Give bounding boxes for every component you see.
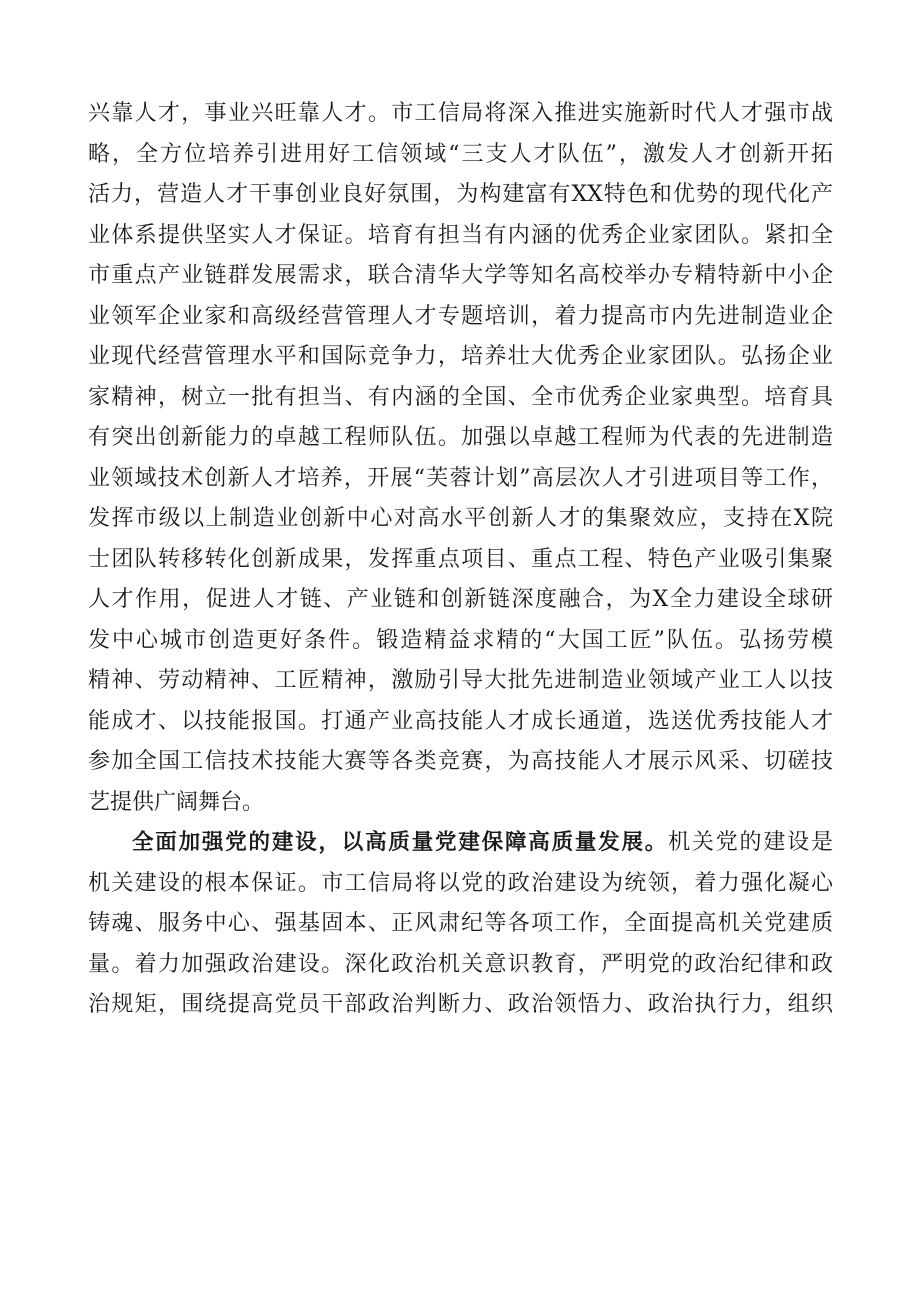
text-line: 市重点产业链群发展需求，联合清华大学等知名高校举办专精特新中小企 xyxy=(88,263,833,288)
text-line: 精神、劳动精神、工匠精神，激励引导大批先进制造业领域产业工人以技 xyxy=(88,668,833,693)
text-line: 机关建设的根本保证。市工信局将以党的政治建设为统领，着力强化凝心 xyxy=(88,870,833,896)
text-line: 略，全方位培养引进用好工信领域“三支人才队伍”，激发人才创新开拓 xyxy=(88,141,833,167)
text-line: 参加全国工信技术技能大赛等各类竞赛，为高技能人才展示风采、切磋技 xyxy=(88,749,833,774)
text-line: 兴靠人才，事业兴旺靠人才。市工信局将深入推进实施新时代人才强市战 xyxy=(88,101,833,126)
text-line: 铸魂、服务中心、强基固本、正风肃纪等各项工作，全面提高机关党建质 xyxy=(88,911,833,936)
text-line: 量。着力加强政治建设。深化政治机关意识教育，严明党的政治纪律和政 xyxy=(88,951,833,977)
paragraph-party-building xyxy=(88,823,833,1026)
body-text xyxy=(88,94,833,1026)
text-line: 活力，营造人才干事创业良好氛围，为构建富有XX特色和优势的现代化产 xyxy=(88,182,833,207)
text-line: 人才作用，促进人才链、产业链和创新链深度融合，为X全力建设全球研 xyxy=(88,587,833,612)
text-line: 能成才、以技能报国。打通产业高技能人才成长通道，选送优秀技能人才 xyxy=(88,708,833,734)
text-line: 艺提供广阔舞台。 xyxy=(88,789,265,815)
text-line: 发中心城市创造更好条件。锻造精益求精的“大国工匠”队伍。弘扬劳模 xyxy=(88,627,833,653)
paragraph-heading: 全面加强党的建设，以高质量党建保障高质量发展。 xyxy=(132,830,669,855)
text-line: 业领军企业家和高级经营管理人才专题培训，着力提高市内先进制造业企 xyxy=(88,303,833,329)
text-line: 家精神，树立一批有担当、有内涵的全国、全市优秀企业家典型。培育具 xyxy=(88,384,833,410)
text-line: 业体系提供坚实人才保证。培育有担当有内涵的优秀企业家团队。紧扣全 xyxy=(88,222,833,248)
text-line: 士团队转移转化创新成果，发挥重点项目、重点工程、特色产业吸引集聚 xyxy=(88,546,833,572)
text-line: 发挥市级以上制造业创新中心对高水平创新人才的集聚效应，支持在X院 xyxy=(88,506,833,531)
text-line: 业现代经营管理水平和国际竞争力，培养壮大优秀企业家团队。弘扬企业 xyxy=(88,344,833,369)
text-line xyxy=(88,823,833,864)
heading-line-rest: 机关党的建设是 xyxy=(668,830,833,855)
text-line: 治规矩，围绕提高党员干部政治判断力、政治领悟力、政治执行力，组织 xyxy=(88,992,833,1017)
text-line: 业领域技术创新人才培养，开展“芙蓉计划”高层次人才引进项目等工作， xyxy=(88,465,833,491)
paragraph-talent xyxy=(88,94,833,823)
text-line: 有突出创新能力的卓越工程师队伍。加强以卓越工程师为代表的先进制造 xyxy=(88,425,833,450)
